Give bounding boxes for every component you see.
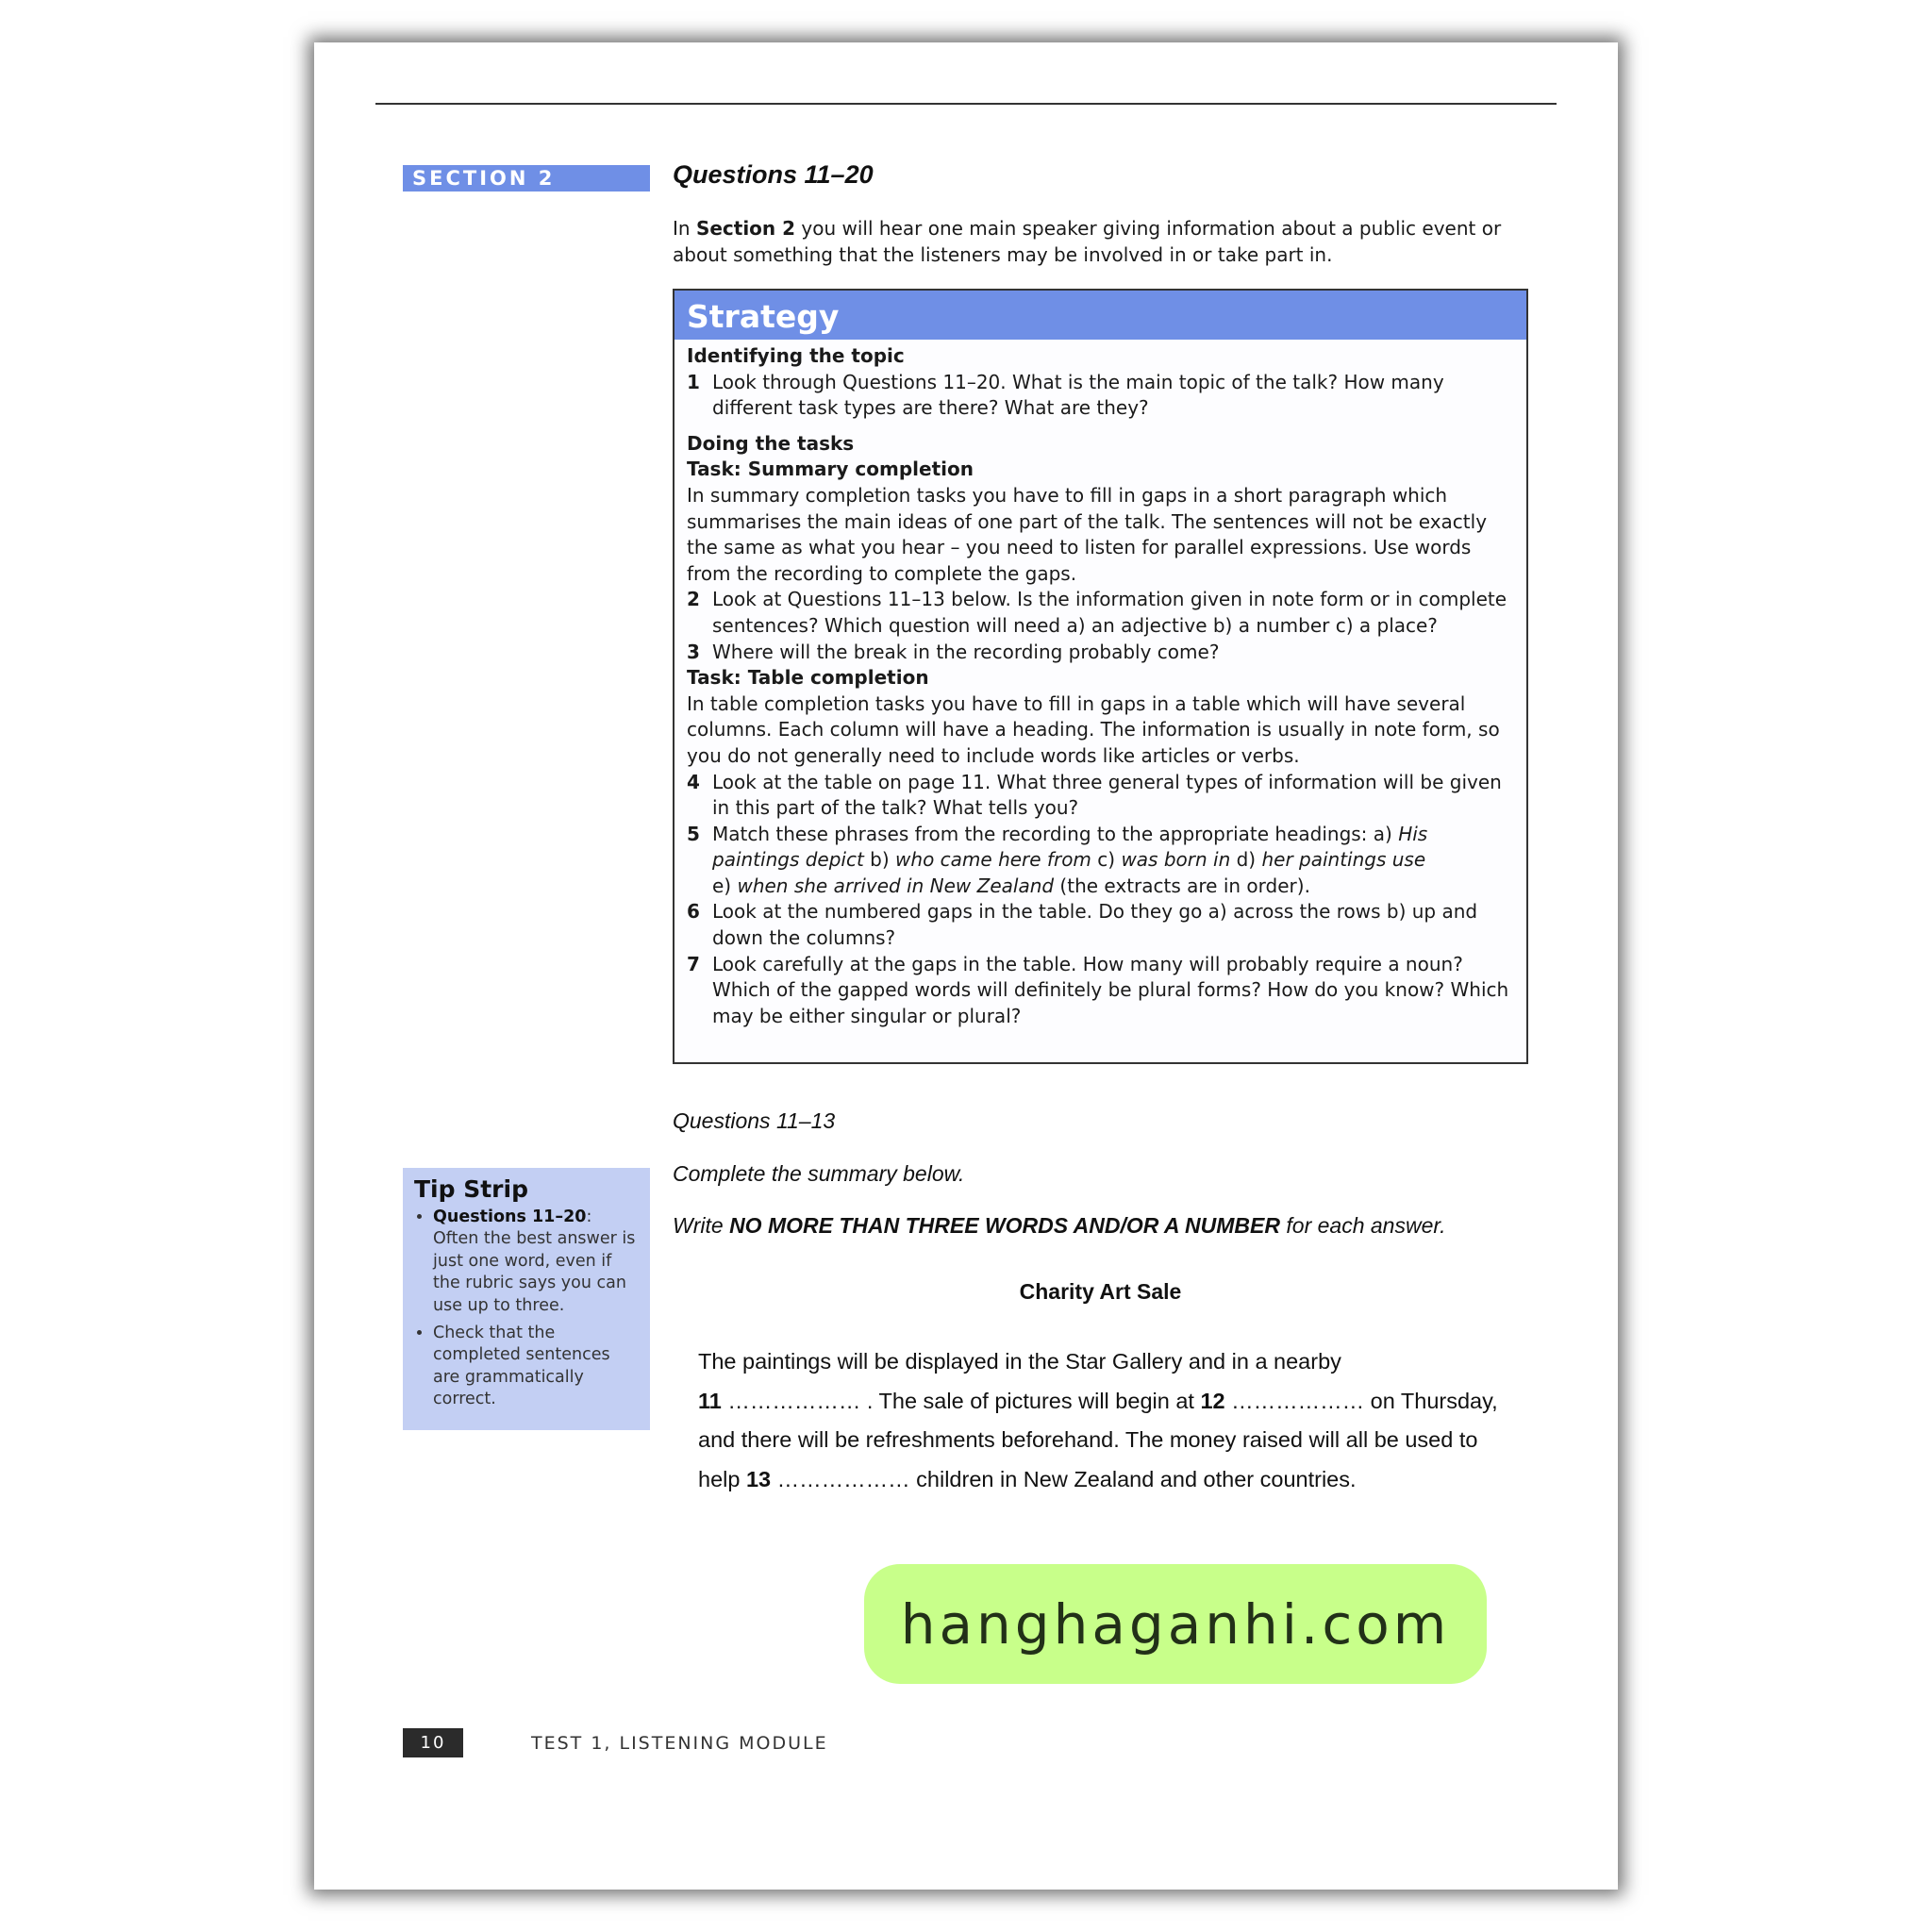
intro-bold: Section 2 xyxy=(695,217,796,240)
page-number: 10 xyxy=(403,1728,463,1757)
table-completion-paragraph: In table completion tasks you have to fill in gaps in a table which will have several columns. Each column will have a heading. The information is usually in note form, so you do not generally need to include words like articles or verbs. xyxy=(687,691,1500,767)
tip-item: • Check that the completed sentences are grammatically correct. xyxy=(433,1323,641,1411)
questions-title: Questions 11–20 xyxy=(673,160,874,189)
footer-text: TEST 1, LISTENING MODULE xyxy=(531,1733,828,1754)
item-number: 5 xyxy=(687,822,700,845)
item-text: Match these phrases from the recording to the appropriate headings: a) His paintings depict b) who came here from c) was born in d) her paintings use e) when she arrived in New Zealand (the extracts are in order). xyxy=(712,822,1428,897)
watermark-badge: hanghaganhi.com xyxy=(864,1564,1487,1684)
heading-doing-tasks: Doing the tasks xyxy=(687,431,855,455)
tip-strip-title: Tip Strip xyxy=(414,1175,528,1203)
section-label: SECTION 2 xyxy=(403,165,650,192)
summary-paragraph: The paintings will be displayed in the Star Gallery and in a nearby 11 ……………… . The sale of pictures will begin at 12 ……………… on Thursday, and there will be refreshments beforehand. The money raised will all be used to help 13 ……………… children in New Zealand and other countries. xyxy=(698,1349,1498,1491)
summary-title: Charity Art Sale xyxy=(1019,1279,1182,1304)
textbook-page xyxy=(314,42,1618,1890)
strategy-item-2 xyxy=(687,587,1513,639)
strategy-item-4 xyxy=(687,770,1513,822)
item-text: Where will the break in the recording probably come? xyxy=(712,640,1220,663)
intro-pre: In xyxy=(673,217,696,240)
section-intro xyxy=(673,215,1541,268)
item-number: 4 xyxy=(687,770,700,793)
item-text: Look carefully at the gaps in the table. How many will probably require a noun? Which of the gapped words will definitely be plural forms? How do you know? Which may be either singular or plural? xyxy=(712,952,1509,1027)
strategy-item-5 xyxy=(687,822,1513,900)
gap-11: 11 xyxy=(698,1388,722,1413)
item-text: Look through Questions 11–20. What is the main topic of the talk? How many different task types are there? What are they? xyxy=(712,370,1444,420)
questions-subtitle: Questions 11–13 xyxy=(673,1108,836,1133)
gap-13: 13 xyxy=(745,1466,772,1491)
strategy-box xyxy=(673,289,1528,1064)
item-text: Look at the table on page 11. What three general types of information will be given in this part of the talk? What tells you? xyxy=(712,770,1502,820)
tip-list xyxy=(414,1207,641,1411)
item-number: 7 xyxy=(687,952,700,975)
strategy-item-3 xyxy=(687,640,1513,666)
summary-completion-paragraph: In summary completion tasks you have to fill in gaps in a short paragraph which summarises the main ideas of one part of the talk. The sentences will not be exactly the same as what you hear – you need to listen for parallel expressions. Use words from the recording to complete the gaps. xyxy=(687,483,1488,585)
strategy-item-7 xyxy=(687,952,1513,1030)
complete-instruction: Complete the summary below. xyxy=(673,1161,965,1186)
strategy-item-6 xyxy=(687,899,1513,951)
strategy-item-1 xyxy=(687,370,1513,422)
heading-task-table: Task: Table completion xyxy=(687,666,929,690)
item-number: 6 xyxy=(687,900,700,924)
item-number: 2 xyxy=(687,588,700,611)
item-text: Look at the numbered gaps in the table. Do they go a) across the rows b) up and down the columns? xyxy=(712,900,1478,950)
gap-12: 12 xyxy=(1200,1388,1225,1413)
intro-post: you will hear one main speaker giving information about a public event or about something that the listeners may be involved in or take part in. xyxy=(673,217,1502,266)
item-number: 1 xyxy=(687,370,700,393)
item-number: 3 xyxy=(687,640,700,663)
item-text: Look at Questions 11–13 below. Is the information given in note form or in complete sentences? Which question will need a) an adjective b) a number c) a place? xyxy=(712,588,1507,637)
tip-strip xyxy=(403,1168,650,1430)
top-rule xyxy=(375,103,1557,105)
strategy-title: Strategy xyxy=(675,291,1526,340)
tip-item: • Questions 11–20: Often the best answer is just one word, even if the rubric says you can use up to three. xyxy=(433,1207,641,1317)
heading-task-summary: Task: Summary completion xyxy=(687,458,974,481)
strategy-body xyxy=(675,340,1526,1029)
heading-identifying-topic: Identifying the topic xyxy=(687,344,905,367)
write-instruction: Write NO MORE THAN THREE WORDS AND/OR A NUMBER for each answer. xyxy=(673,1213,1446,1238)
